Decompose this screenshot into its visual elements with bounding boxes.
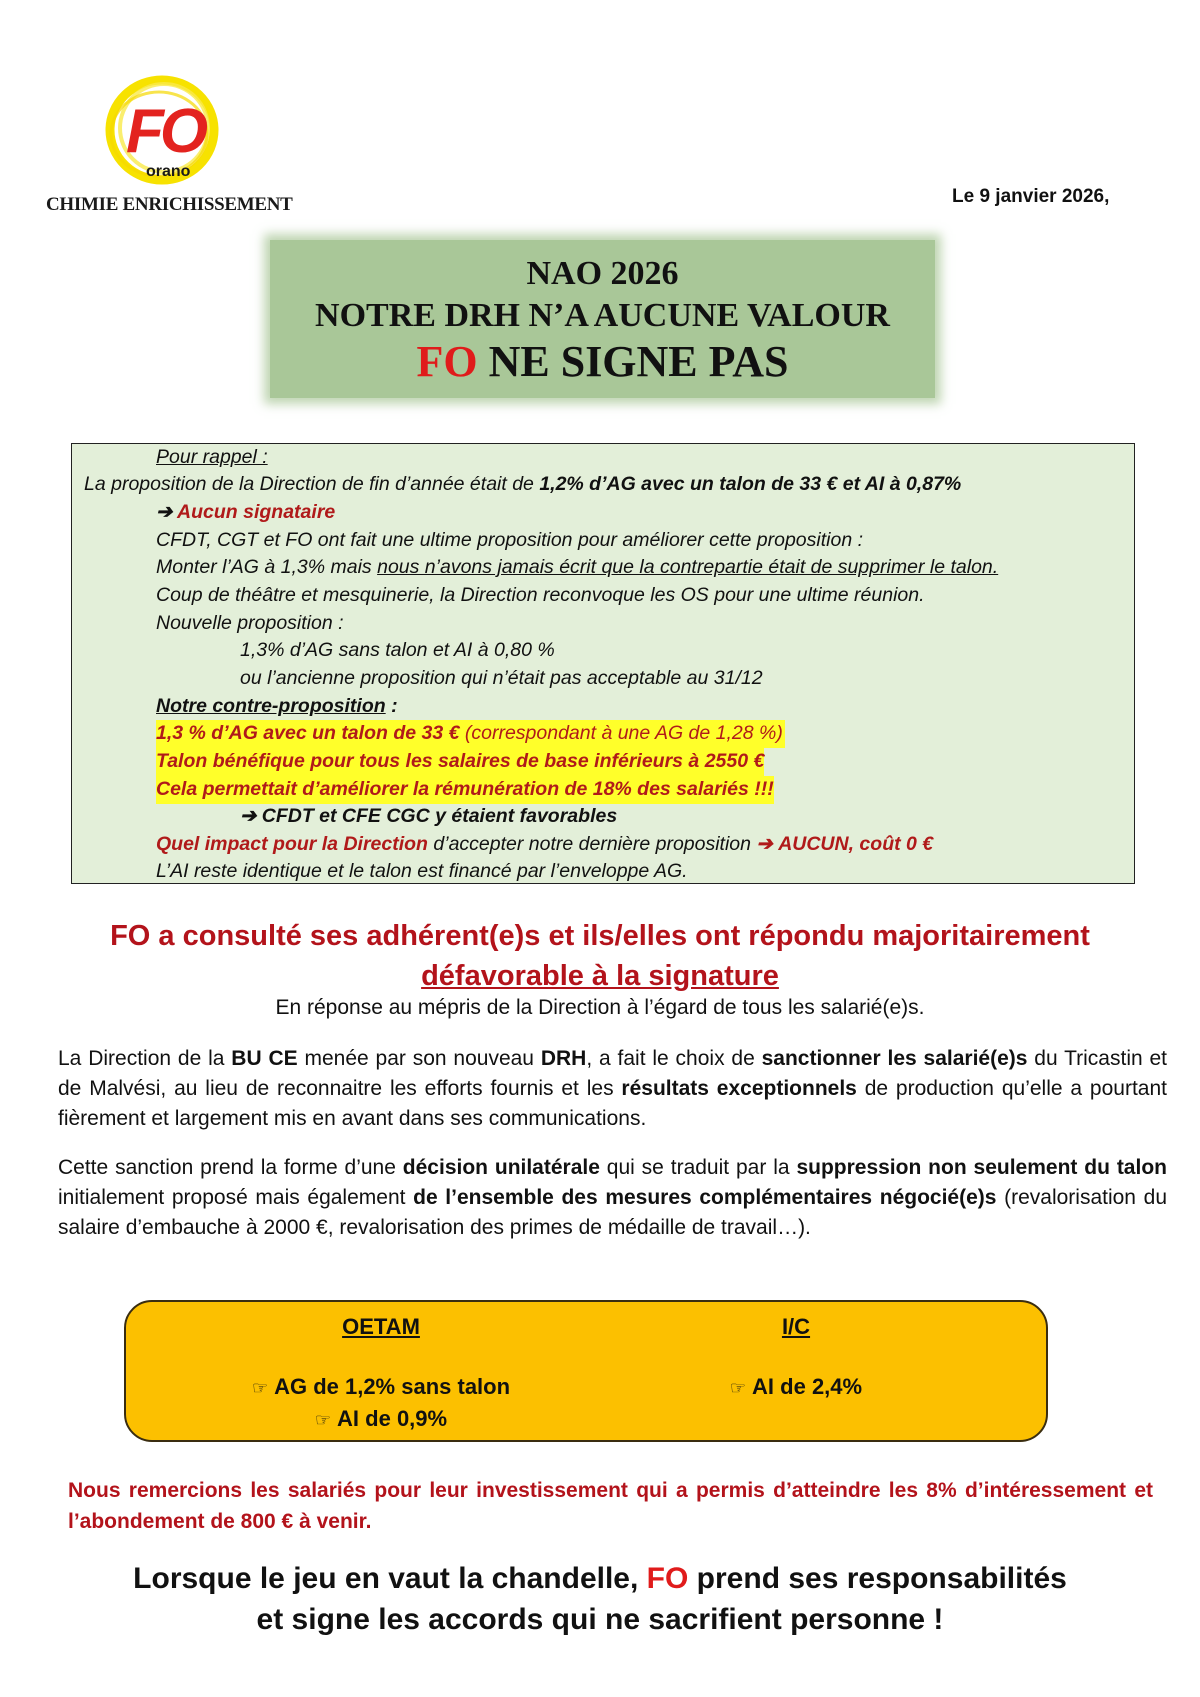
summary-heading-oetam: OETAM	[342, 1314, 420, 1339]
counter-item-1: 1,3 % d’AG avec un talon de 33 € (correspondant à une AG de 1,28 %)	[156, 720, 785, 748]
closing-fo: FO	[646, 1562, 689, 1595]
title-line-3	[270, 338, 935, 386]
recall-heading: Pour rappel :	[156, 446, 268, 468]
thanks-paragraph: Nous remercions les salariés pour leur investissement qui a permis d’atteindre les 8% d’intéressement et l’abondement de 800 € à venir.	[68, 1479, 1153, 1533]
title-line-2: NOTRE DRH N’A AUCUNE VALOUR	[315, 297, 890, 334]
paragraph-sanction: Cette sanction prend la forme d’une décision unilatérale qui se traduit par la suppression non seulement du talon initialement proposé mais également de l’ensemble des mesures complémentaires négocié(e)s (revalorisation du salaire d’embauche à 2000 €, revalorisation des primes de médaille de travail…).	[58, 1156, 1167, 1239]
recall-line-coup: Coup de théâtre et mesquinerie, la Direction reconvoque les OS pour une ultime réunion.	[156, 584, 925, 606]
recall-line-monter: Monter l’AG à 1,3% mais nous n’avons jamais écrit que la contrepartie était de supprimer le talon.	[156, 556, 999, 578]
recall-line-nouvelle: Nouvelle proposition :	[156, 612, 344, 634]
svg-text:orano: orano	[146, 163, 191, 180]
impact-result: AUCUN, coût 0 €	[778, 833, 934, 855]
consultation-reply: En réponse au mépris de la Direction à l’égard de tous les salarié(e)s.	[275, 996, 925, 1019]
summary-item: ☞ AG de 1,2% sans talon	[251, 1374, 511, 1399]
summary-heading-ic: I/C	[781, 1314, 811, 1339]
fo-orano-logo	[104, 74, 224, 186]
recall-option-2: ou l’ancienne proposition qui n’était pas acceptable au 31/12	[240, 667, 763, 689]
counter-item-2: Talon bénéfique pour tous les salaires de base inférieurs à 2550 €	[156, 748, 764, 776]
recall-line-cfdt: CFDT, CGT et FO ont fait une ultime proposition pour améliorer cette proposition :	[156, 529, 864, 551]
title-fo: FO	[416, 337, 478, 386]
recall-option-1: 1,3% d’AG sans talon et AI à 0,80 %	[240, 639, 555, 661]
summary-column-ic	[646, 1314, 946, 1400]
consultation-line-2: défavorable à la signature	[421, 960, 779, 992]
initial-proposal: 1,2% d’AG avec un talon de 33 € et AI à 0,87%	[539, 473, 962, 495]
recall-no-signatory: ➔ Aucun signataire	[156, 501, 336, 523]
pointing-hand-icon: ☞	[251, 1378, 269, 1398]
counter-heading: Notre contre-proposition :	[156, 695, 398, 717]
summary-box	[124, 1300, 1048, 1442]
svg-text:FO: FO	[126, 97, 205, 166]
arrow-right-icon: ➔	[240, 805, 257, 827]
title-ne-signe-pas: NE SIGNE PAS	[477, 337, 789, 386]
recall-box	[71, 443, 1135, 884]
closing-line-2: et signe les accords qui ne sacrifient personne !	[256, 1603, 944, 1636]
consultation-heading	[0, 916, 1200, 996]
pointing-hand-icon: ☞	[314, 1410, 332, 1430]
closing-statement	[0, 1558, 1200, 1640]
summary-item: ☞ AI de 2,4%	[729, 1374, 863, 1399]
recall-impact: Quel impact pour la Direction d’accepter notre dernière proposition ➔ AUCUN, coût 0 €	[156, 833, 934, 855]
arrow-right-icon: ➔	[156, 501, 173, 523]
counter-item-3: Cela permettait d’améliorer la rémunération de 18% des salariés !!!	[156, 776, 774, 804]
summary-column-oetam	[206, 1314, 556, 1432]
closing-line-1: Lorsque le jeu en vaut la chandelle, FO prend ses responsabilités	[133, 1562, 1067, 1595]
pointing-hand-icon: ☞	[729, 1378, 747, 1398]
paragraph-direction: La Direction de la BU CE menée par son nouveau DRH, a fait le choix de sanctionner les salarié(e)s du Tricastin et de Malvési, au lieu de reconnaitre les efforts fournis et les résultats exceptionnels de production qu’elle a pourtant fièrement et largement mis en avant dans ses communications.	[58, 1047, 1168, 1130]
department-name: CHIMIE ENRICHISSEMENT	[46, 194, 293, 215]
recall-favorable: ➔ CFDT et CFE CGC y étaient favorables	[240, 805, 618, 827]
arrow-right-icon: ➔	[756, 833, 773, 855]
title-banner	[270, 240, 935, 398]
fo-logo-icon	[104, 74, 224, 186]
document-date: Le 9 janvier 2026,	[952, 186, 1110, 207]
consultation-line-1: FO a consulté ses adhérent(e)s et ils/elles ont répondu majoritairement	[110, 920, 1090, 952]
title-line-1: NAO 2026	[526, 255, 679, 292]
recall-line-direction: La proposition de la Direction de fin d’année était de 1,2% d’AG avec un talon de 33 € et AI à 0,87%	[84, 473, 962, 495]
recall-final: L’AI reste identique et le talon est financé par l’enveloppe AG.	[156, 860, 688, 882]
summary-item: ☞ AI de 0,9%	[314, 1406, 448, 1431]
